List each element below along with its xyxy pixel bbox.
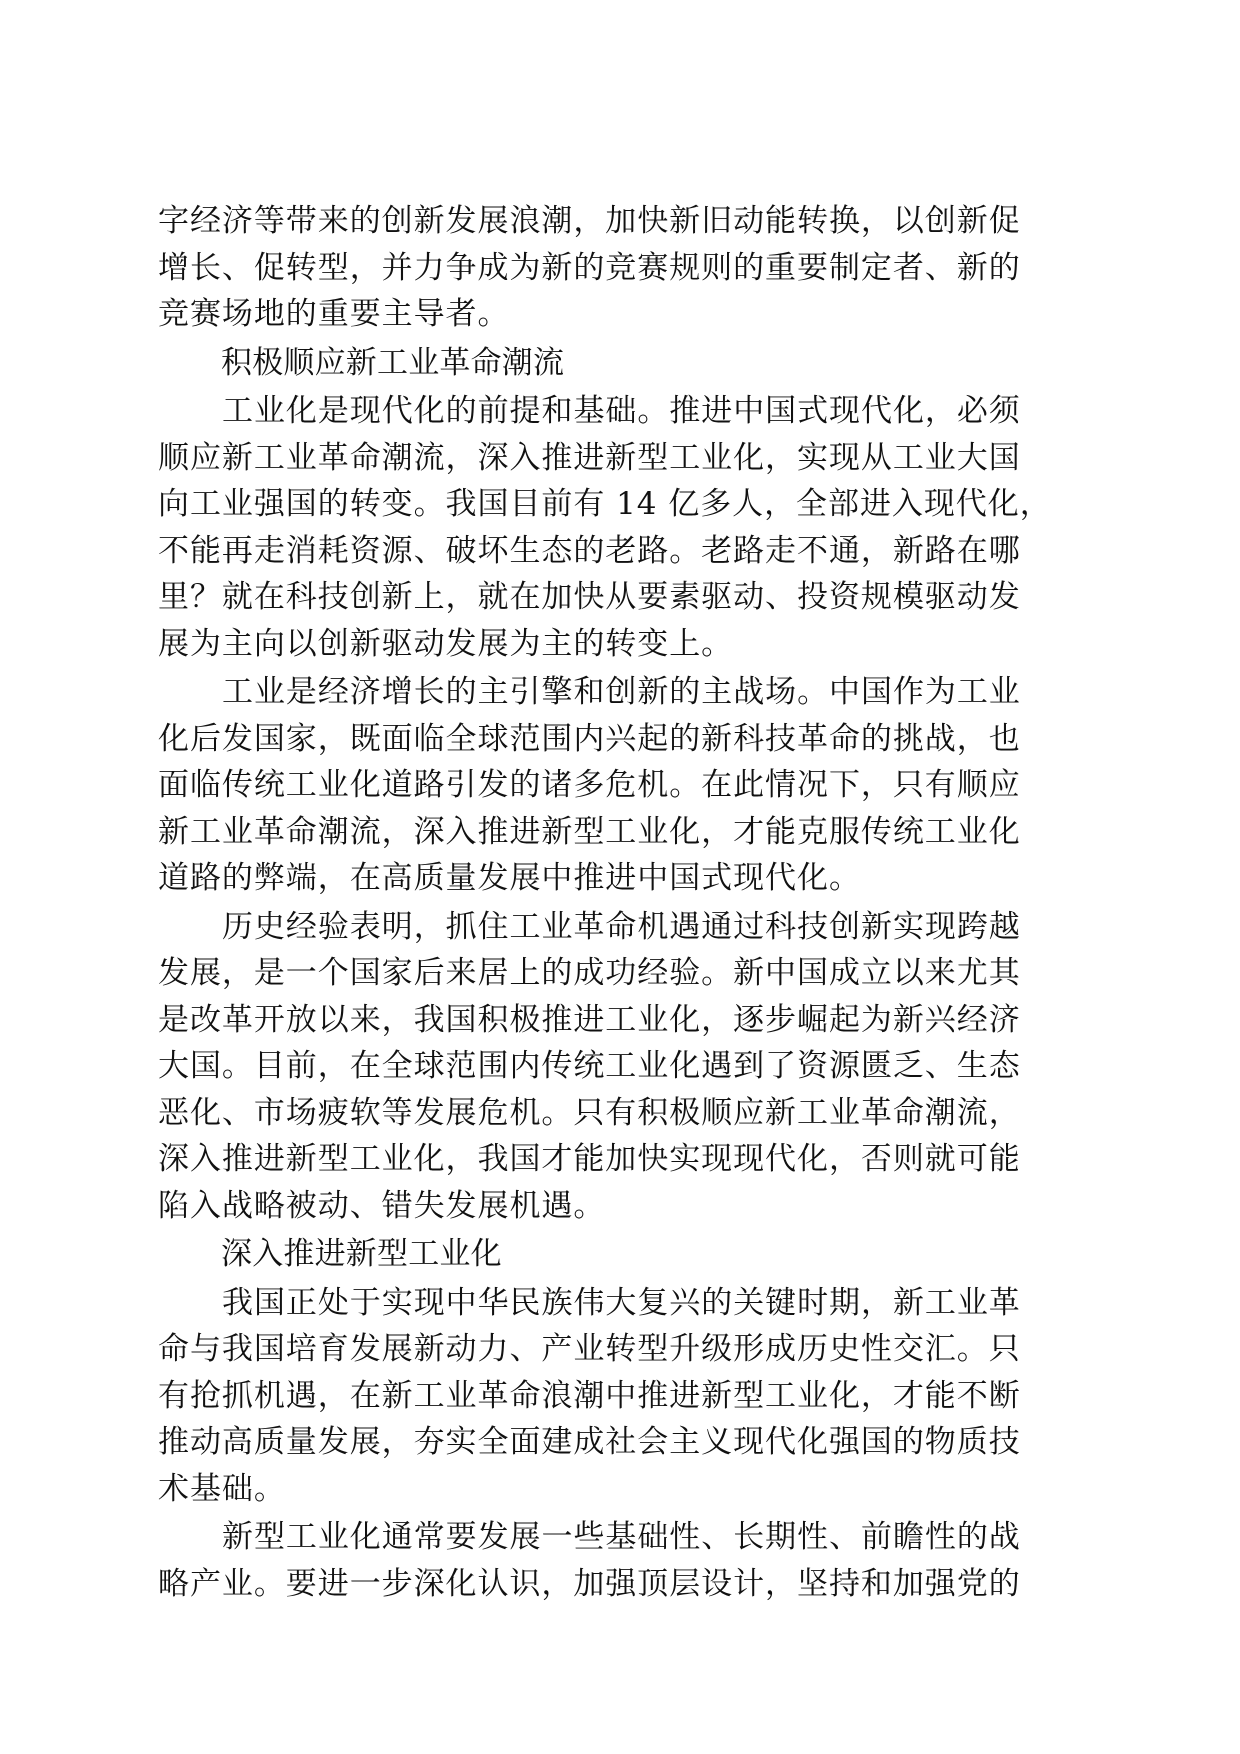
paragraph-line: 发展，是一个国家后来居上的成功经验。新中国成立以来尤其 [158, 955, 1021, 991]
paragraph-line: 有抢抓机遇，在新工业革命浪潮中推进新型工业化，才能不断 [158, 1377, 1021, 1414]
paragraph-line: 展为主向以创新驱动发展为主的转变上。 [158, 625, 734, 662]
paragraph-line: 向工业强国的转变。我国目前有 14 亿多人，全部进入现代化， [158, 486, 1052, 522]
paragraph-line: 命与我国培育发展新动力、产业转型升级形成历史性交汇。只 [158, 1331, 1021, 1367]
paragraph [158, 388, 1098, 667]
paragraph-line: 深入推进新型工业化，我国才能加快实现现代化，否则就可能 [158, 1141, 1021, 1177]
paragraph-line: 大国。目前，在全球范围内传统工业化遇到了资源匮乏、生态 [158, 1048, 1021, 1084]
paragraph [158, 904, 1098, 1230]
paragraph-line: 字经济等带来的创新发展浪潮，加快新旧动能转换，以创新促 [158, 203, 1021, 239]
paragraph [158, 1514, 1098, 1607]
paragraph-continuation [158, 198, 1098, 338]
paragraph-line: 里？就在科技创新上，就在加快从要素驱动、投资规模驱动发 [158, 579, 1021, 615]
paragraph-line: 面临传统工业化道路引发的诸多危机。在此情况下，只有顺应 [158, 767, 1021, 803]
paragraph-line: 我国正处于实现中华民族伟大复兴的关键时期，新工业革 [222, 1284, 1021, 1321]
paragraph-line: 增长、促转型，并力争成为新的竞赛规则的重要制定者、新的 [158, 249, 1021, 286]
paragraph-line: 顺应新工业革命潮流，深入推进新型工业化，实现从工业大国 [158, 439, 1021, 476]
paragraph-line: 推动高质量发展，夯实全面建成社会主义现代化强国的物质技 [158, 1424, 1021, 1460]
paragraph-line: 陷入战略被动、错失发展机遇。 [158, 1187, 606, 1224]
section-heading-text: 深入推进新型工业化 [221, 1236, 502, 1272]
document-body [158, 198, 1098, 1609]
paragraph-line: 恶化、市场疲软等发展危机。只有积极顺应新工业革命潮流， [158, 1094, 1021, 1131]
paragraph-line: 化后发国家，既面临全球范围内兴起的新科技革命的挑战，也 [158, 720, 1021, 757]
paragraph-line: 新型工业化通常要发展一些基础性、长期性、前瞻性的战 [222, 1519, 1021, 1555]
section-heading [158, 1231, 1098, 1278]
paragraph-line: 新工业革命潮流，深入推进新型工业化，才能克服传统工业化 [158, 813, 1021, 850]
paragraph [158, 669, 1098, 902]
paragraph-line: 道路的弊端，在高质量发展中推进中国式现代化。 [158, 860, 861, 896]
paragraph-line: 竞赛场地的重要主导者。 [158, 296, 510, 332]
paragraph-line: 工业化是现代化的前提和基础。推进中国式现代化，必须 [222, 393, 1021, 429]
paragraph-line: 工业是经济增长的主引擎和创新的主战场。中国作为工业 [222, 674, 1021, 710]
section-heading [158, 340, 1098, 387]
paragraph-line: 不能再走消耗资源、破坏生态的老路。老路走不通，新路在哪 [158, 532, 1021, 569]
paragraph [158, 1280, 1098, 1513]
paragraph-line: 历史经验表明，抓住工业革命机遇通过科技创新实现跨越 [222, 908, 1021, 945]
section-heading-text: 积极顺应新工业革命潮流 [221, 344, 565, 381]
paragraph-line: 是改革开放以来，我国积极推进工业化，逐步崛起为新兴经济 [158, 1001, 1021, 1038]
paragraph-line: 略产业。要进一步深化认识，加强顶层设计，坚持和加强党的 [158, 1565, 1021, 1602]
paragraph-line: 术基础。 [158, 1470, 286, 1507]
